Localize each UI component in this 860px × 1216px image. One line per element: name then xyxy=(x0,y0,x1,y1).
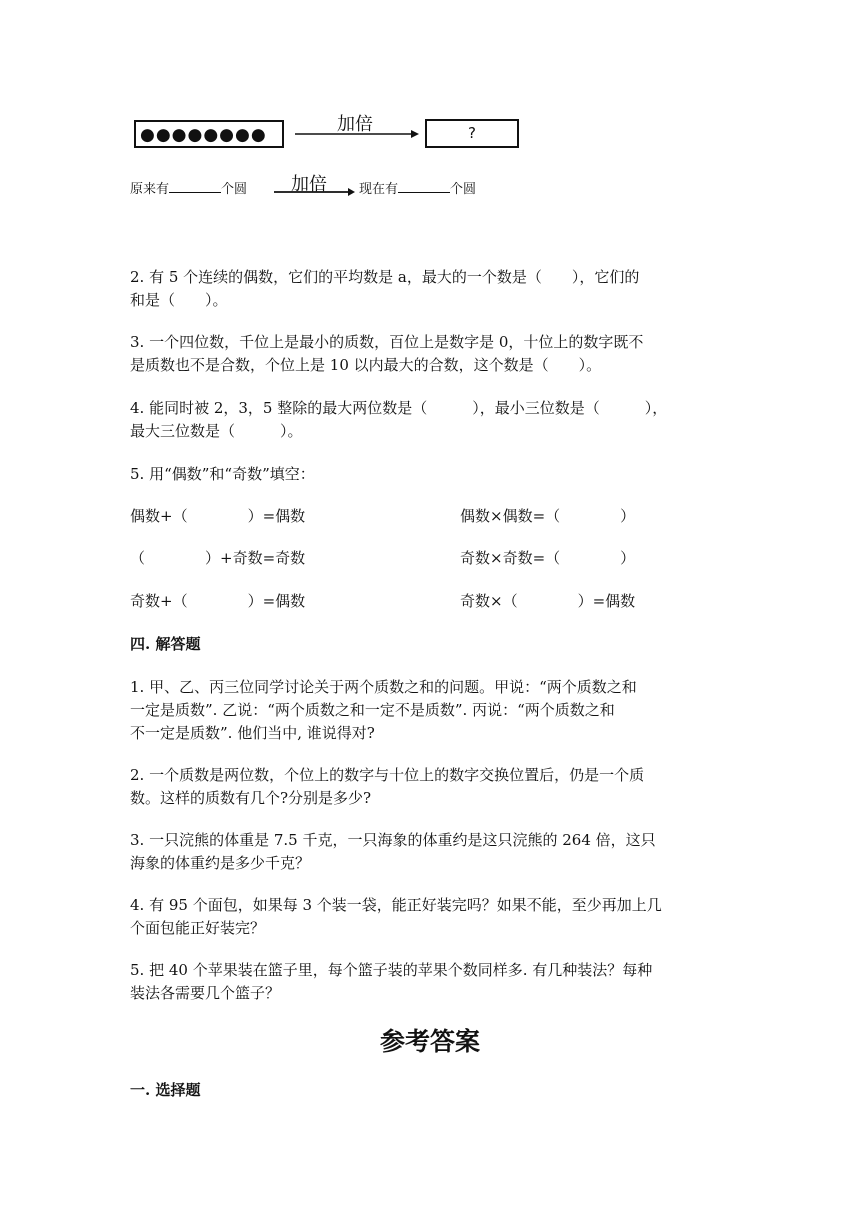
fill-r2-right: 奇数×奇数=（ ） xyxy=(460,549,636,567)
fill-r3-right: 奇数×（ ）=偶数 xyxy=(460,592,636,610)
now-blank xyxy=(398,180,450,193)
original-blank xyxy=(169,180,221,193)
s4q5-line-1: 5. 把 40 个苹果装在篮子里，每个篮子装的苹果个数同样多. 有几种装法？每种 xyxy=(130,961,653,979)
s4q2-line-2: 数。这样的质数有几个?分别是多少? xyxy=(130,789,372,807)
fill-r3-left: 奇数+（ ）=偶数 xyxy=(130,592,306,610)
s4q1-line-1: 1. 甲、乙、丙三位同学讨论关于两个质数之和的问题。甲说：“两个质数之和 xyxy=(130,678,637,696)
s4q1-line-3: 不一定是质数”. 他们当中, 谁说得对? xyxy=(130,724,375,742)
s4q3-line-1: 3. 一只浣熊的体重是 7.5 千克，一只海象的体重约是这只浣熊的 264 倍，这只 xyxy=(130,831,656,849)
double-label-small: 加倍 xyxy=(291,174,327,195)
now-prefix: 现在有 xyxy=(359,182,399,197)
s4q2-line-1: 2. 一个质数是两位数，个位上的数字与十位上的数字交换位置后，仍是一个质 xyxy=(130,766,645,784)
original-prefix: 原来有 xyxy=(130,182,170,197)
q4-line-2: 最大三位数是（ ）。 xyxy=(130,422,303,440)
result-box: ? xyxy=(425,119,519,148)
q2-line-1: 2. 有 5 个连续的偶数，它们的平均数是 a，最大的一个数是（ ），它们的 xyxy=(130,268,640,286)
fill-r1-left: 偶数+（ ）=偶数 xyxy=(130,507,306,525)
fill-r1-right: 偶数×偶数=（ ） xyxy=(460,507,636,525)
double-label: 加倍 xyxy=(337,114,373,135)
s4q3-line-2: 海象的体重约是多少千克？ xyxy=(130,854,311,872)
q3-line-1: 3. 一个四位数，千位上是最小的质数，百位上是数字是 0，十位上的数字既不 xyxy=(130,333,644,351)
original-count-line xyxy=(130,178,247,197)
q3-line-2: 是质数也不是合数，个位上是 10 以内最大的合数，这个数是（ ）。 xyxy=(130,356,602,374)
answer-section-heading: 一. 选择题 xyxy=(130,1081,201,1099)
s4q1-line-2: 一定是质数”. 乙说：“两个质数之和一定不是质数”. 丙说：“两个质数之和 xyxy=(130,701,615,719)
circles: ●●●●●●●● xyxy=(140,125,267,145)
q5-text: 5. 用“偶数”和“奇数”填空： xyxy=(130,465,315,483)
now-suffix: 个圆 xyxy=(450,182,477,197)
q4-line-1: 4. 能同时被 2，3，5 整除的最大两位数是（ ），最小三位数是（ ）， xyxy=(130,399,668,417)
original-suffix: 个圆 xyxy=(221,182,248,197)
now-count-line xyxy=(359,178,476,197)
s4q5-line-2: 装法各需要几个篮子？ xyxy=(130,984,281,1002)
fill-r2-left: （ ）+奇数=奇数 xyxy=(130,549,306,567)
section-heading: 四. 解答题 xyxy=(130,635,201,653)
s4q4-line-1: 4. 有 95 个面包，如果每 3 个装一袋，能正好装完吗？如果不能，至少再加上几 xyxy=(130,896,662,914)
q2-line-2: 和是（ ）。 xyxy=(130,291,228,309)
answer-title: 参考答案 xyxy=(379,1027,480,1056)
s4q4-line-2: 个面包能正好装完？ xyxy=(130,919,266,937)
